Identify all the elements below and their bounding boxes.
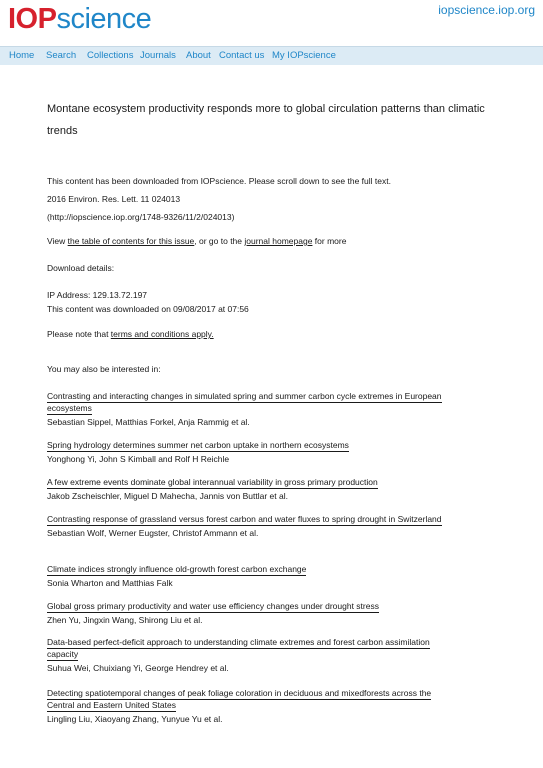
- related-article-authors: Zhen Yu, Jingxin Wang, Shirong Liu et al.: [47, 615, 203, 625]
- related-article-authors: Sonia Wharton and Matthias Falk: [47, 578, 173, 588]
- view-prefix: View: [47, 236, 68, 246]
- related-article-authors: Sebastian Wolf, Werner Eugster, Christof Ammann et al.: [47, 528, 259, 538]
- ip-address: IP Address: 129.13.72.197: [47, 290, 148, 300]
- logo-iop-text: IOP: [8, 3, 57, 35]
- view-middle: , or go to the: [194, 236, 245, 246]
- related-article-authors: Yonghong Yi, John S Kimball and Rolf H Reichle: [47, 454, 230, 464]
- article-title: Montane ecosystem productivity responds more to global circulation patterns than climatic trends: [47, 103, 485, 137]
- logo-science-text: science: [56, 3, 152, 35]
- article-url: (http://iopscience.iop.org/1748-9326/11/2/024013): [47, 212, 235, 222]
- related-article-title[interactable]: Contrasting and interacting changes in simulated spring and summer carbon cycle extremes in European ecosystems: [47, 391, 442, 413]
- related-article-authors: Lingling Liu, Xiaoyang Zhang, Yunyue Yu et al.: [47, 714, 223, 724]
- nav-about[interactable]: About: [186, 50, 211, 61]
- terms-line: [47, 329, 214, 339]
- nav-search[interactable]: Search: [46, 50, 77, 61]
- related-article: [47, 513, 447, 539]
- iopscience-logo[interactable]: [8, 2, 151, 36]
- nav-collections[interactable]: Collections: [87, 50, 134, 61]
- terms-prefix: Please note that: [47, 329, 111, 339]
- site-header: [0, 0, 543, 66]
- related-article-title[interactable]: A few extreme events dominate global interannual variability in gross primary production: [47, 477, 378, 487]
- download-notice: This content has been downloaded from IOPscience. Please scroll down to see the full text.: [47, 176, 391, 186]
- nav-home[interactable]: Home: [9, 50, 35, 61]
- nav-bar: [0, 46, 543, 65]
- table-of-contents-link[interactable]: the table of contents for this issue: [67, 236, 195, 246]
- nav-contact-us[interactable]: Contact us: [219, 50, 265, 61]
- related-article-authors: Jakob Zscheischler, Miguel D Mahecha, Jannis von Buttlar et al.: [47, 491, 288, 501]
- related-article-title[interactable]: Contrasting response of grassland versus forest carbon and water fluxes to spring drought in Switzerland: [47, 514, 442, 524]
- related-article: [47, 687, 447, 725]
- related-article: [47, 476, 447, 502]
- related-article-authors: Sebastian Sippel, Matthias Forkel, Anja Rammig et al.: [47, 417, 250, 427]
- related-article-authors: Suhua Wei, Chuixiang Yi, George Hendrey et al.: [47, 663, 229, 673]
- related-article: [47, 390, 447, 428]
- related-article-title[interactable]: Detecting spatiotemporal changes of peak foliage coloration in deciduous and mixedforests across the Central and Eastern United States: [47, 688, 432, 710]
- related-article: [47, 439, 447, 465]
- also-interested-heading: You may also be interested in:: [47, 364, 161, 374]
- journal-homepage-link[interactable]: journal homepage: [244, 236, 313, 246]
- related-article: [47, 563, 447, 589]
- related-article-title[interactable]: Data-based perfect-deficit approach to understanding climate extremes and forest carbon assimilation capacity: [47, 637, 430, 659]
- nav-my-iopscience[interactable]: My IOPscience: [272, 50, 336, 61]
- view-links-line: [47, 236, 346, 246]
- citation: 2016 Environ. Res. Lett. 11 024013: [47, 194, 181, 204]
- nav-journals[interactable]: Journals: [140, 50, 176, 61]
- site-url-link[interactable]: iopscience.iop.org: [438, 3, 535, 17]
- related-article-title[interactable]: Climate indices strongly influence old-growth forest carbon exchange: [47, 564, 307, 574]
- related-article: [47, 636, 447, 674]
- related-article-title[interactable]: Spring hydrology determines summer net carbon uptake in northern ecosystems: [47, 440, 349, 450]
- download-details-label: Download details:: [47, 263, 115, 273]
- view-suffix: for more: [312, 236, 347, 246]
- related-article: [47, 600, 447, 626]
- terms-and-conditions-link[interactable]: terms and conditions apply.: [110, 329, 214, 339]
- related-article-title[interactable]: Global gross primary productivity and water use efficiency changes under drought stress: [47, 601, 379, 611]
- downloaded-on: This content was downloaded on 09/08/2017 at 07:56: [47, 304, 249, 314]
